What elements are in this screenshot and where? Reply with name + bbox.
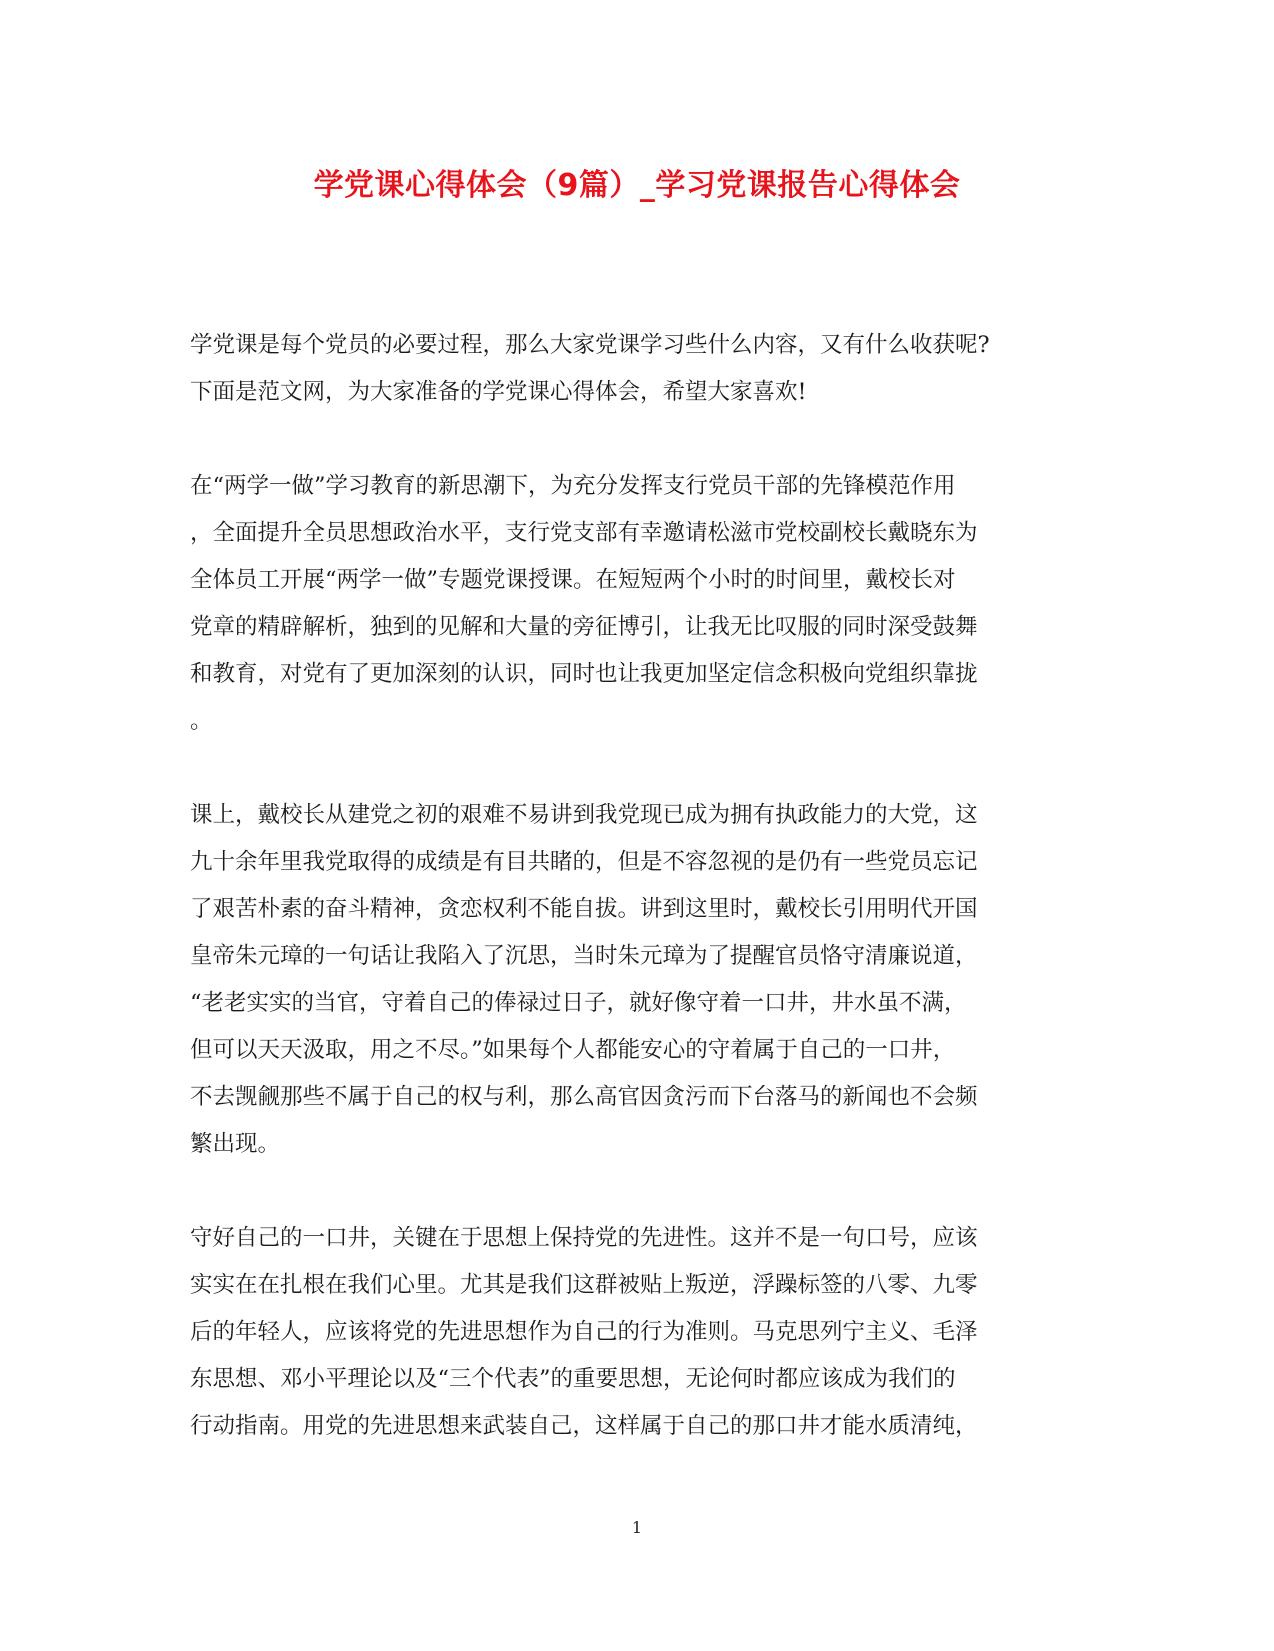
paragraph-3 xyxy=(190,1215,1080,1450)
paragraph-line: ，全面提升全员思想政治水平，支行党支部有幸邀请松滋市党校副校长戴晓东为 xyxy=(190,520,978,546)
paragraph-line: 全体员工开展“两学一做”专题党课授课。在短短两个小时的时间里，戴校长对 xyxy=(190,567,956,593)
paragraph-line: 繁出现。 xyxy=(190,1131,281,1157)
paragraph-line: 在“两学一做”学习教育的新思潮下，为充分发挥支行党员干部的先锋模范作用 xyxy=(190,473,956,499)
paragraph-line: 九十余年里我党取得的成绩是有目共睹的，但是不容忽视的是仍有一些党员忘记 xyxy=(190,849,978,875)
document-title: 学党课心得体会（9篇）_学习党课报告心得体会 xyxy=(313,168,961,203)
paragraph-line: 下面是范文网，为大家准备的学党课心得体会，希望大家喜欢! xyxy=(190,379,807,405)
paragraph-line: 皇帝朱元璋的一句话让我陷入了沉思，当时朱元璋为了提醒官员恪守清廉说道， xyxy=(190,943,978,969)
paragraph-line: 守好自己的一口井，关键在于思想上保持党的先进性。这并不是一句口号，应该 xyxy=(190,1225,978,1251)
paragraph-line: 实实在在扎根在我们心里。尤其是我们这群被贴上叛逆，浮躁标签的八零、九零 xyxy=(190,1272,978,1298)
paragraph-line: 东思想、邓小平理论以及“三个代表”的重要思想，无论何时都应该成为我们的 xyxy=(190,1366,956,1392)
paragraph-line: 了艰苦朴素的奋斗精神，贪恋权利不能自拔。讲到这里时，戴校长引用明代开国 xyxy=(190,896,978,922)
page-number: 1 xyxy=(631,1518,643,1537)
document-body xyxy=(190,322,1080,1497)
paragraph-line: 后的年轻人，应该将党的先进思想作为自己的行为准则。马克思列宁主义、毛泽 xyxy=(190,1319,978,1345)
paragraph-line: 和教育，对党有了更加深刻的认识，同时也让我更加坚定信念积极向党组织靠拢 xyxy=(190,661,978,687)
paragraph-line: 学党课是每个党员的必要过程，那么大家党课学习些什么内容，又有什么收获呢? xyxy=(190,332,990,358)
paragraph-line: 但可以天天汲取，用之不尽。”如果每个人都能安心的守着属于自己的一口井， xyxy=(190,1037,956,1063)
paragraph-intro xyxy=(190,322,1080,416)
paragraph-line: 。 xyxy=(190,708,213,734)
paragraph-line: 课上，戴校长从建党之初的艰难不易讲到我党现已成为拥有执政能力的大党，这 xyxy=(190,802,978,828)
paragraph-line: “老老实实的当官，守着自己的俸禄过日子，就好像守着一口井，井水虽不满， xyxy=(190,990,967,1016)
paragraph-2 xyxy=(190,792,1080,1168)
paragraph-line: 行动指南。用党的先进思想来武装自己，这样属于自己的那口井才能水质清纯， xyxy=(190,1413,978,1439)
paragraph-line: 党章的精辟解析，独到的见解和大量的旁征博引，让我无比叹服的同时深受鼓舞 xyxy=(190,614,978,640)
paragraph-1 xyxy=(190,463,1080,745)
paragraph-line: 不去觊觎那些不属于自己的权与利，那么高官因贪污而下台落马的新闻也不会频 xyxy=(190,1084,978,1110)
